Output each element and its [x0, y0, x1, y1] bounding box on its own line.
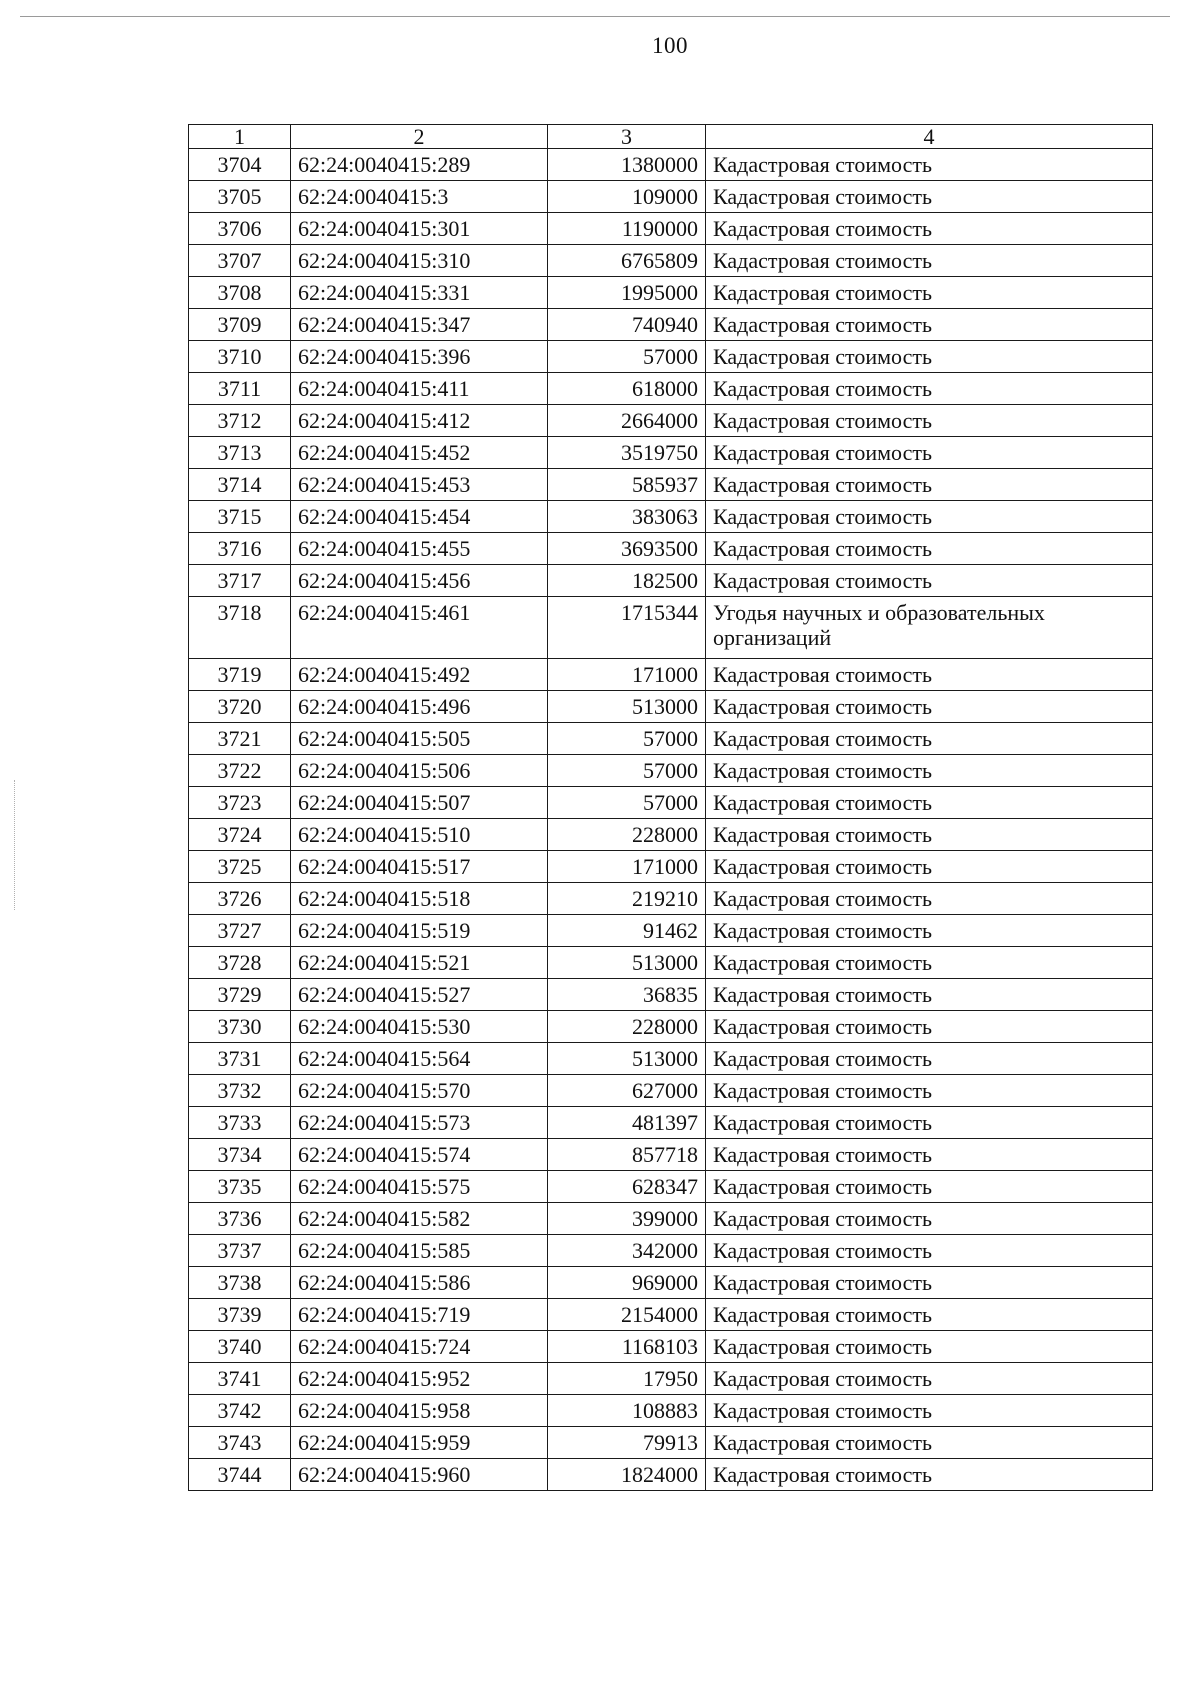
cadastral-number: 62:24:0040415:507 [291, 787, 548, 819]
row-number: 3728 [189, 947, 291, 979]
cadastral-number: 62:24:0040415:573 [291, 1107, 548, 1139]
cadastral-value: 91462 [548, 915, 706, 947]
table-row [189, 1363, 1153, 1395]
cadastral-value: 1190000 [548, 213, 706, 245]
row-number: 3704 [189, 149, 291, 181]
value-description: Кадастровая стоимость [706, 501, 1153, 533]
value-description: Кадастровая стоимость [706, 691, 1153, 723]
cadastral-number: 62:24:0040415:412 [291, 405, 548, 437]
table-row [189, 373, 1153, 405]
table-row [189, 533, 1153, 565]
table-body [189, 149, 1153, 1491]
row-number: 3711 [189, 373, 291, 405]
row-number: 3718 [189, 597, 291, 659]
value-description: Кадастровая стоимость [706, 851, 1153, 883]
table-row [189, 1011, 1153, 1043]
value-description: Кадастровая стоимость [706, 1299, 1153, 1331]
table-row [189, 1459, 1153, 1491]
value-description: Кадастровая стоимость [706, 1043, 1153, 1075]
cadastral-value: 228000 [548, 1011, 706, 1043]
cadastral-number: 62:24:0040415:3 [291, 181, 548, 213]
cadastral-value: 3519750 [548, 437, 706, 469]
cadastral-number: 62:24:0040415:452 [291, 437, 548, 469]
row-number: 3709 [189, 309, 291, 341]
cadastral-number: 62:24:0040415:310 [291, 245, 548, 277]
cadastral-value: 2664000 [548, 405, 706, 437]
value-description: Кадастровая стоимость [706, 883, 1153, 915]
row-number: 3705 [189, 181, 291, 213]
table-row [189, 1331, 1153, 1363]
row-number: 3731 [189, 1043, 291, 1075]
table-row [189, 1299, 1153, 1331]
cadastral-number: 62:24:0040415:959 [291, 1427, 548, 1459]
cadastral-value: 399000 [548, 1203, 706, 1235]
row-number: 3744 [189, 1459, 291, 1491]
table-row [189, 915, 1153, 947]
row-number: 3708 [189, 277, 291, 309]
cadastral-value: 628347 [548, 1171, 706, 1203]
table-row [189, 1139, 1153, 1171]
value-description: Кадастровая стоимость [706, 1267, 1153, 1299]
cadastral-value: 618000 [548, 373, 706, 405]
table-row [189, 979, 1153, 1011]
value-description: Кадастровая стоимость [706, 659, 1153, 691]
cadastral-value: 342000 [548, 1235, 706, 1267]
value-description: Кадастровая стоимость [706, 1139, 1153, 1171]
value-description: Кадастровая стоимость [706, 1459, 1153, 1491]
column-header-number: 1 [189, 125, 291, 149]
cadastral-value: 1168103 [548, 1331, 706, 1363]
cadastral-value: 1715344 [548, 597, 706, 659]
table-row [189, 469, 1153, 501]
cadastral-value: 857718 [548, 1139, 706, 1171]
cadastral-value: 171000 [548, 659, 706, 691]
cadastral-number: 62:24:0040415:719 [291, 1299, 548, 1331]
row-number: 3721 [189, 723, 291, 755]
value-description: Кадастровая стоимость [706, 437, 1153, 469]
cadastral-number: 62:24:0040415:506 [291, 755, 548, 787]
cadastral-number: 62:24:0040415:289 [291, 149, 548, 181]
cadastral-number: 62:24:0040415:396 [291, 341, 548, 373]
value-description: Кадастровая стоимость [706, 181, 1153, 213]
cadastral-value: 969000 [548, 1267, 706, 1299]
page-number: 100 [652, 33, 688, 58]
table-row [189, 947, 1153, 979]
cadastral-number: 62:24:0040415:582 [291, 1203, 548, 1235]
value-description: Кадастровая стоимость [706, 755, 1153, 787]
cadastral-value: 1995000 [548, 277, 706, 309]
value-description: Кадастровая стоимость [706, 469, 1153, 501]
cadastral-number: 62:24:0040415:496 [291, 691, 548, 723]
row-number: 3713 [189, 437, 291, 469]
cadastral-number: 62:24:0040415:530 [291, 1011, 548, 1043]
header-row [189, 125, 1153, 149]
table-row [189, 1171, 1153, 1203]
cadastral-value-table [188, 124, 1153, 1491]
cadastral-value: 108883 [548, 1395, 706, 1427]
cadastral-value: 6765809 [548, 245, 706, 277]
cadastral-number: 62:24:0040415:331 [291, 277, 548, 309]
cadastral-number: 62:24:0040415:456 [291, 565, 548, 597]
value-description: Кадастровая стоимость [706, 1203, 1153, 1235]
table-row [189, 597, 1153, 659]
cadastral-value: 57000 [548, 787, 706, 819]
cadastral-number: 62:24:0040415:575 [291, 1171, 548, 1203]
value-description: Кадастровая стоимость [706, 213, 1153, 245]
value-description: Кадастровая стоимость [706, 565, 1153, 597]
row-number: 3714 [189, 469, 291, 501]
cadastral-value: 171000 [548, 851, 706, 883]
value-description: Кадастровая стоимость [706, 787, 1153, 819]
cadastral-value: 57000 [548, 723, 706, 755]
table-row [189, 755, 1153, 787]
value-description: Кадастровая стоимость [706, 819, 1153, 851]
cadastral-value: 228000 [548, 819, 706, 851]
table-row [189, 1203, 1153, 1235]
cadastral-value: 109000 [548, 181, 706, 213]
cadastral-number: 62:24:0040415:347 [291, 309, 548, 341]
value-description: Кадастровая стоимость [706, 373, 1153, 405]
table-row [189, 659, 1153, 691]
cadastral-number: 62:24:0040415:521 [291, 947, 548, 979]
value-description: Кадастровая стоимость [706, 1331, 1153, 1363]
cadastral-value: 17950 [548, 1363, 706, 1395]
table-row [189, 1107, 1153, 1139]
cadastral-value: 513000 [548, 691, 706, 723]
row-number: 3736 [189, 1203, 291, 1235]
cadastral-number: 62:24:0040415:454 [291, 501, 548, 533]
cadastral-value: 740940 [548, 309, 706, 341]
cadastral-value: 1380000 [548, 149, 706, 181]
row-number: 3706 [189, 213, 291, 245]
row-number: 3727 [189, 915, 291, 947]
value-description: Кадастровая стоимость [706, 915, 1153, 947]
value-description: Кадастровая стоимость [706, 245, 1153, 277]
row-number: 3716 [189, 533, 291, 565]
column-header-cadastral-number: 2 [291, 125, 548, 149]
table-header [189, 125, 1153, 149]
cadastral-number: 62:24:0040415:492 [291, 659, 548, 691]
scan-margin-marks [14, 780, 23, 910]
row-number: 3735 [189, 1171, 291, 1203]
row-number: 3739 [189, 1299, 291, 1331]
value-description: Кадастровая стоимость [706, 341, 1153, 373]
cadastral-value: 182500 [548, 565, 706, 597]
cadastral-number: 62:24:0040415:952 [291, 1363, 548, 1395]
row-number: 3726 [189, 883, 291, 915]
row-number: 3732 [189, 1075, 291, 1107]
value-description: Кадастровая стоимость [706, 1075, 1153, 1107]
cadastral-value: 513000 [548, 947, 706, 979]
cadastral-number: 62:24:0040415:510 [291, 819, 548, 851]
cadastral-value: 219210 [548, 883, 706, 915]
row-number: 3738 [189, 1267, 291, 1299]
cadastral-number: 62:24:0040415:724 [291, 1331, 548, 1363]
cadastral-value: 57000 [548, 341, 706, 373]
row-number: 3743 [189, 1427, 291, 1459]
row-number: 3712 [189, 405, 291, 437]
value-description: Кадастровая стоимость [706, 309, 1153, 341]
cadastral-number: 62:24:0040415:517 [291, 851, 548, 883]
cadastral-number: 62:24:0040415:958 [291, 1395, 548, 1427]
cadastral-number: 62:24:0040415:411 [291, 373, 548, 405]
value-description: Кадастровая стоимость [706, 1395, 1153, 1427]
table-row [189, 213, 1153, 245]
row-number: 3723 [189, 787, 291, 819]
value-description: Угодья научных и образовательных организаций [706, 597, 1153, 659]
cadastral-number: 62:24:0040415:960 [291, 1459, 548, 1491]
cadastral-number: 62:24:0040415:585 [291, 1235, 548, 1267]
column-header-description: 4 [706, 125, 1153, 149]
value-description: Кадастровая стоимость [706, 1363, 1153, 1395]
row-number: 3742 [189, 1395, 291, 1427]
value-description: Кадастровая стоимость [706, 277, 1153, 309]
table-row [189, 181, 1153, 213]
table-row [189, 341, 1153, 373]
value-description: Кадастровая стоимость [706, 1107, 1153, 1139]
value-description: Кадастровая стоимость [706, 1427, 1153, 1459]
cadastral-value: 36835 [548, 979, 706, 1011]
value-description: Кадастровая стоимость [706, 979, 1153, 1011]
table-row [189, 691, 1153, 723]
cadastral-number: 62:24:0040415:453 [291, 469, 548, 501]
cadastral-value: 2154000 [548, 1299, 706, 1331]
cadastral-value: 3693500 [548, 533, 706, 565]
table-row [189, 405, 1153, 437]
value-description: Кадастровая стоимость [706, 1235, 1153, 1267]
table-row [189, 723, 1153, 755]
cadastral-number: 62:24:0040415:570 [291, 1075, 548, 1107]
column-header-value: 3 [548, 125, 706, 149]
table-row [189, 1043, 1153, 1075]
table-row [189, 565, 1153, 597]
table-row [189, 1267, 1153, 1299]
row-number: 3707 [189, 245, 291, 277]
table-row [189, 277, 1153, 309]
cadastral-number: 62:24:0040415:564 [291, 1043, 548, 1075]
row-number: 3737 [189, 1235, 291, 1267]
cadastral-number: 62:24:0040415:301 [291, 213, 548, 245]
cadastral-value: 513000 [548, 1043, 706, 1075]
table-row [189, 245, 1153, 277]
table-row [189, 309, 1153, 341]
table-row [189, 851, 1153, 883]
table-row [189, 501, 1153, 533]
row-number: 3717 [189, 565, 291, 597]
row-number: 3734 [189, 1139, 291, 1171]
cadastral-number: 62:24:0040415:586 [291, 1267, 548, 1299]
cadastral-value: 585937 [548, 469, 706, 501]
cadastral-number: 62:24:0040415:505 [291, 723, 548, 755]
cadastral-number: 62:24:0040415:518 [291, 883, 548, 915]
cadastral-value: 627000 [548, 1075, 706, 1107]
table-row [189, 1427, 1153, 1459]
table-row [189, 437, 1153, 469]
table-row [189, 819, 1153, 851]
cadastral-value: 79913 [548, 1427, 706, 1459]
row-number: 3715 [189, 501, 291, 533]
cadastral-value: 1824000 [548, 1459, 706, 1491]
table-row [189, 1235, 1153, 1267]
cadastral-number: 62:24:0040415:574 [291, 1139, 548, 1171]
cadastral-number: 62:24:0040415:527 [291, 979, 548, 1011]
row-number: 3733 [189, 1107, 291, 1139]
row-number: 3710 [189, 341, 291, 373]
table-row [189, 1075, 1153, 1107]
value-description: Кадастровая стоимость [706, 1011, 1153, 1043]
cadastral-value: 383063 [548, 501, 706, 533]
value-description: Кадастровая стоимость [706, 947, 1153, 979]
table-row [189, 787, 1153, 819]
value-description: Кадастровая стоимость [706, 1171, 1153, 1203]
value-description: Кадастровая стоимость [706, 149, 1153, 181]
row-number: 3720 [189, 691, 291, 723]
cadastral-value: 481397 [548, 1107, 706, 1139]
row-number: 3729 [189, 979, 291, 1011]
value-description: Кадастровая стоимость [706, 405, 1153, 437]
row-number: 3741 [189, 1363, 291, 1395]
cadastral-number: 62:24:0040415:461 [291, 597, 548, 659]
row-number: 3719 [189, 659, 291, 691]
table-row [189, 149, 1153, 181]
value-description: Кадастровая стоимость [706, 723, 1153, 755]
table-row [189, 883, 1153, 915]
table-row [189, 1395, 1153, 1427]
row-number: 3730 [189, 1011, 291, 1043]
cadastral-number: 62:24:0040415:519 [291, 915, 548, 947]
cadastral-value: 57000 [548, 755, 706, 787]
scan-edge-line [20, 16, 1170, 17]
row-number: 3725 [189, 851, 291, 883]
cadastral-number: 62:24:0040415:455 [291, 533, 548, 565]
row-number: 3724 [189, 819, 291, 851]
row-number: 3740 [189, 1331, 291, 1363]
value-description: Кадастровая стоимость [706, 533, 1153, 565]
row-number: 3722 [189, 755, 291, 787]
